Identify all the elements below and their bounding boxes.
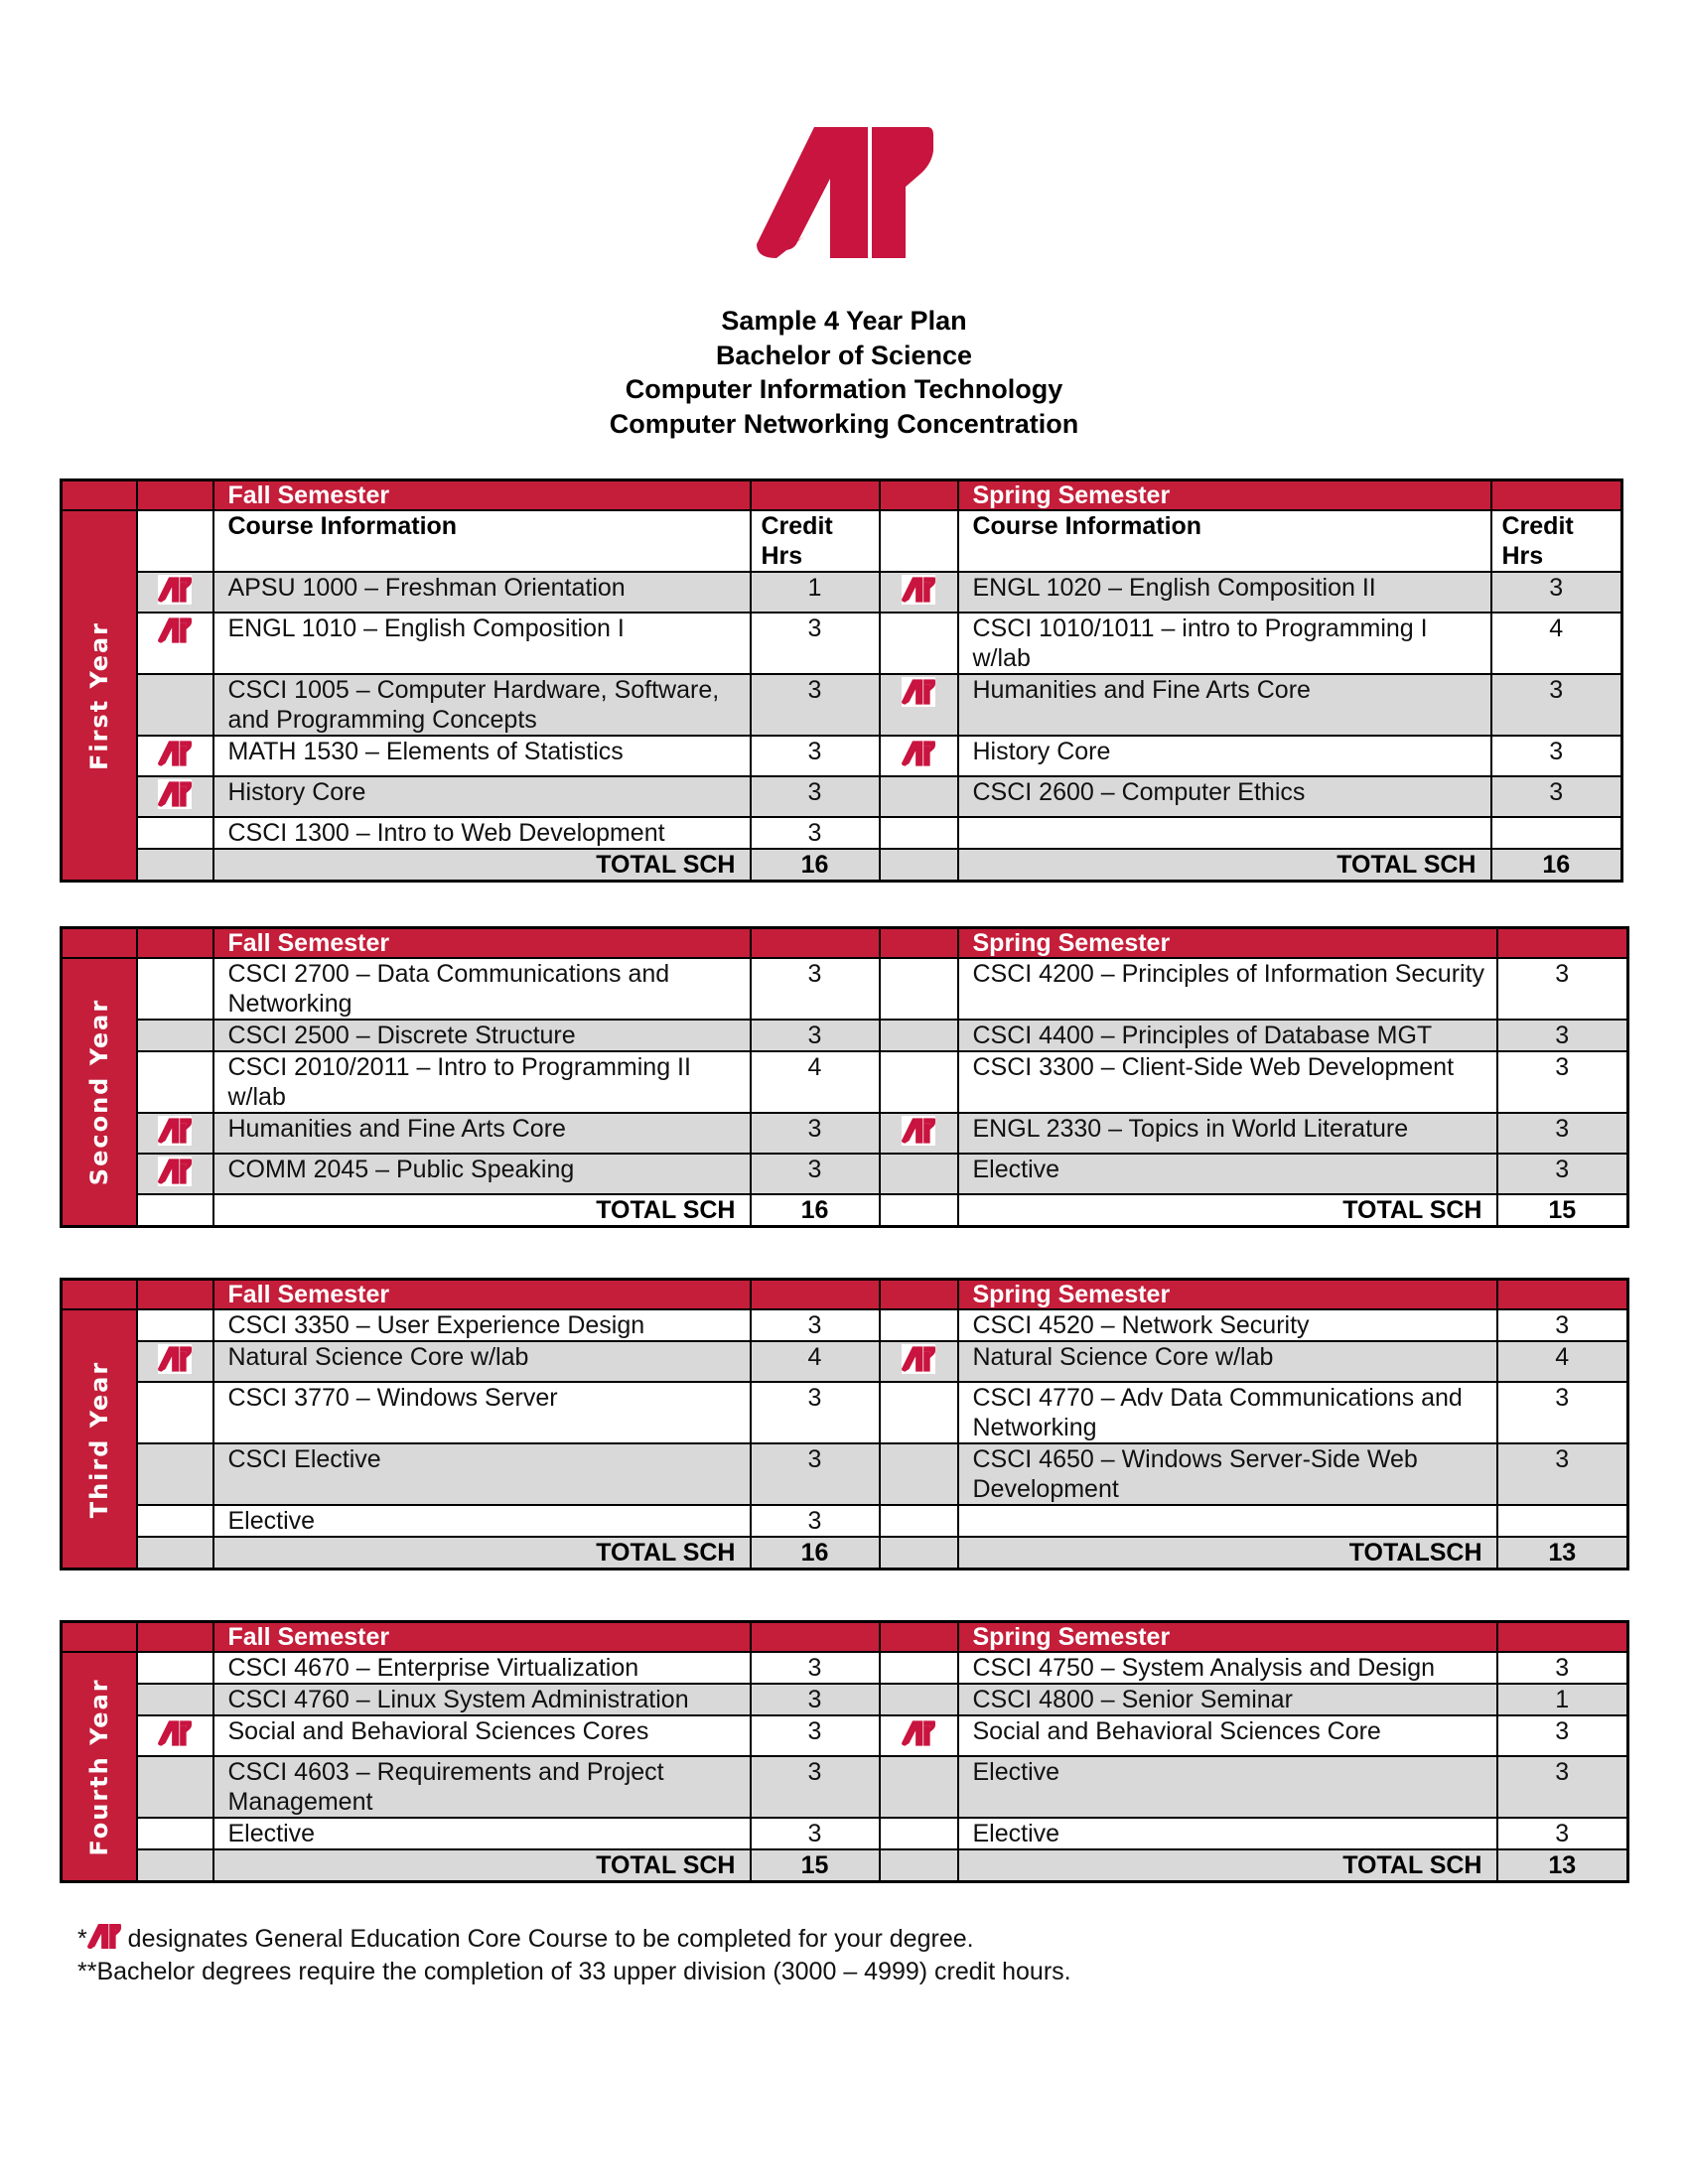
fall-course-name: CSCI 1300 – Intro to Web Development (213, 817, 751, 849)
fall-course-name: CSCI 2700 – Data Communications and Networking (213, 958, 751, 1020)
fall-core-icon-cell (137, 1051, 213, 1113)
fall-semester-header: Fall Semester (213, 1280, 751, 1310)
fall-core-icon-cell (137, 1715, 213, 1756)
year-label-cell (62, 1652, 137, 1882)
header-blank (62, 480, 137, 511)
ap-core-icon (87, 1924, 121, 1954)
column-header-row (62, 510, 1622, 572)
course-row (62, 817, 1622, 849)
spring-course-name: Elective (958, 1756, 1497, 1818)
fall-credit-hours: 3 (751, 776, 880, 817)
title-line-major: Computer Information Technology (625, 374, 1063, 404)
spring-credit-hours: 3 (1491, 736, 1622, 776)
year-label-cell (62, 958, 137, 1227)
fall-course-name: Elective (213, 1818, 751, 1849)
spring-credit-hours: 3 (1491, 776, 1622, 817)
ap-core-icon (158, 1718, 192, 1748)
fall-course-name: ENGL 1010 – English Composition I (213, 613, 751, 674)
icon-cell (880, 849, 958, 882)
fall-course-name: CSCI 4670 – Enterprise Virtualization (213, 1652, 751, 1684)
fall-core-icon-cell (137, 1818, 213, 1849)
course-row (62, 572, 1622, 613)
spring-total-value: 15 (1497, 1194, 1628, 1227)
spring-semester-header: Spring Semester (958, 1622, 1497, 1653)
spring-course-name: History Core (958, 736, 1491, 776)
header-blank (62, 1280, 137, 1310)
fall-total-value: 16 (751, 1194, 880, 1227)
spring-course-name: ENGL 1020 – English Composition II (958, 572, 1491, 613)
course-row (62, 1652, 1628, 1684)
fall-course-name: MATH 1530 – Elements of Statistics (213, 736, 751, 776)
fall-core-icon-cell (137, 1382, 213, 1443)
fall-credit-hours: 3 (751, 1113, 880, 1154)
header-blank (137, 928, 213, 959)
fall-credit-hours: 3 (751, 1382, 880, 1443)
spring-credit-hours: 3 (1497, 1715, 1628, 1756)
header-blank (137, 480, 213, 511)
fall-core-icon-cell (137, 1154, 213, 1194)
ap-core-icon (158, 1116, 192, 1146)
course-row (62, 1443, 1628, 1505)
course-row (62, 674, 1622, 736)
spring-course-name: CSCI 4400 – Principles of Database MGT (958, 1020, 1497, 1051)
fall-total-label: TOTAL SCH (213, 1849, 751, 1882)
fall-core-icon-cell (137, 1309, 213, 1341)
spring-credit-hours: 3 (1497, 1020, 1628, 1051)
header-blank (62, 928, 137, 959)
fall-core-icon-cell (137, 572, 213, 613)
icon-cell (880, 1849, 958, 1882)
icon-cell (137, 1194, 213, 1227)
course-row (62, 1309, 1628, 1341)
spring-course-name: Social and Behavioral Sciences Core (958, 1715, 1497, 1756)
spring-semester-header: Spring Semester (958, 1280, 1497, 1310)
fall-total-value: 15 (751, 1849, 880, 1882)
fall-course-name: Social and Behavioral Sciences Cores (213, 1715, 751, 1756)
year-table-1 (60, 478, 1623, 883)
fall-course-name: CSCI 2500 – Discrete Structure (213, 1020, 751, 1051)
document-title (0, 304, 1688, 441)
spring-course-name: CSCI 4520 – Network Security (958, 1309, 1497, 1341)
spring-core-icon-cell (880, 1715, 958, 1756)
year-label: Third Year (84, 1360, 113, 1518)
spring-core-icon-cell (880, 1818, 958, 1849)
spring-total-label: TOTALSCH (958, 1537, 1497, 1570)
fall-course-name: Elective (213, 1505, 751, 1537)
credit-label: Credit (761, 512, 833, 540)
course-row (62, 1382, 1628, 1443)
credit-label: Credit (1501, 512, 1574, 540)
ap-core-icon (158, 779, 192, 809)
fall-credit-hours: 3 (751, 1684, 880, 1715)
icon-cell (880, 1537, 958, 1570)
title-line-degree: Bachelor of Science (715, 340, 973, 370)
course-row (62, 1715, 1628, 1756)
spring-total-value: 13 (1497, 1537, 1628, 1570)
spring-course-name: CSCI 4200 – Principles of Information Security (958, 958, 1497, 1020)
course-row (62, 1051, 1628, 1113)
spring-credit-hours: 3 (1497, 1382, 1628, 1443)
spring-credit-hours: 3 (1497, 1443, 1628, 1505)
spring-core-icon-cell (880, 1652, 958, 1684)
spring-credit-hours: 3 (1497, 1818, 1628, 1849)
spring-credit-hours: 3 (1497, 1309, 1628, 1341)
fall-credit-hours: 3 (751, 736, 880, 776)
icon-cell (137, 1537, 213, 1570)
spring-course-name: CSCI 3300 – Client-Side Web Development (958, 1051, 1497, 1113)
total-row (62, 1537, 1628, 1570)
fall-semester-header: Fall Semester (213, 480, 751, 511)
ap-core-icon (902, 677, 935, 707)
course-row (62, 1756, 1628, 1818)
year-label-cell (62, 1309, 137, 1570)
spring-credit-hours (1497, 1505, 1628, 1537)
fall-course-name: CSCI 4603 – Requirements and Project Management (213, 1756, 751, 1818)
fall-core-icon-cell (137, 1684, 213, 1715)
header-blank (751, 928, 880, 959)
year-label: Second Year (84, 998, 113, 1186)
spring-core-icon-cell (880, 1756, 958, 1818)
header-blank (137, 1280, 213, 1310)
course-row (62, 1154, 1628, 1194)
fall-course-name: CSCI 2010/2011 – Intro to Programming II w/lab (213, 1051, 751, 1113)
fall-course-name: CSCI 3770 – Windows Server (213, 1382, 751, 1443)
spring-course-name: Elective (958, 1818, 1497, 1849)
fall-core-icon-cell (137, 1505, 213, 1537)
fall-credit-hours: 4 (751, 1051, 880, 1113)
total-row (62, 849, 1622, 882)
fall-credit-hours: 3 (751, 958, 880, 1020)
fall-core-icon-cell (137, 776, 213, 817)
icon-cell (137, 510, 213, 572)
year-label: First Year (84, 620, 113, 770)
header-blank (880, 480, 958, 511)
spring-core-icon-cell (880, 776, 958, 817)
fall-semester-header: Fall Semester (213, 1622, 751, 1653)
spring-credit-hours: 4 (1497, 1341, 1628, 1382)
spring-course-name (958, 817, 1491, 849)
fall-course-name: APSU 1000 – Freshman Orientation (213, 572, 751, 613)
spring-total-label: TOTAL SCH (958, 1194, 1497, 1227)
fall-core-icon-cell (137, 1756, 213, 1818)
fall-core-icon-cell (137, 613, 213, 674)
spring-core-icon-cell (880, 958, 958, 1020)
fall-core-icon-cell (137, 958, 213, 1020)
ap-core-icon (158, 1344, 192, 1374)
title-line-concentration: Computer Networking Concentration (609, 408, 1079, 439)
header-blank (880, 1280, 958, 1310)
spring-core-icon-cell (880, 736, 958, 776)
ap-core-icon (902, 1116, 935, 1146)
fall-course-name: Humanities and Fine Arts Core (213, 1113, 751, 1154)
course-row (62, 613, 1622, 674)
fall-course-name: COMM 2045 – Public Speaking (213, 1154, 751, 1194)
ap-core-icon (902, 739, 935, 768)
semester-header-row (62, 928, 1628, 959)
fall-credit-hours: 3 (751, 674, 880, 736)
header-blank (751, 1622, 880, 1653)
icon-cell (880, 510, 958, 572)
spring-total-label: TOTAL SCH (958, 1849, 1497, 1882)
fall-total-value: 16 (751, 1537, 880, 1570)
spring-credit-hours: 4 (1491, 613, 1622, 674)
semester-header-row (62, 480, 1622, 511)
footnote-asterisk: * (77, 1925, 87, 1954)
ap-core-icon (902, 1718, 935, 1748)
spring-core-icon-cell (880, 572, 958, 613)
icon-cell (880, 1194, 958, 1227)
credit-hrs-header (751, 510, 880, 572)
spring-total-label: TOTAL SCH (958, 849, 1491, 882)
fall-course-name: CSCI 4760 – Linux System Administration (213, 1684, 751, 1715)
year-table-4 (60, 1620, 1629, 1883)
course-row (62, 1818, 1628, 1849)
spring-core-icon-cell (880, 1051, 958, 1113)
apsu-logo (757, 127, 933, 258)
spring-core-icon-cell (880, 1341, 958, 1382)
spring-credit-hours (1491, 817, 1622, 849)
fall-credit-hours: 3 (751, 1715, 880, 1756)
spring-course-name: CSCI 2600 – Computer Ethics (958, 776, 1491, 817)
year-label-cell (62, 510, 137, 882)
fall-credit-hours: 3 (751, 1652, 880, 1684)
fall-total-label: TOTAL SCH (213, 849, 751, 882)
course-info-header: Course Information (213, 510, 751, 572)
fall-credit-hours: 1 (751, 572, 880, 613)
ap-core-icon (158, 575, 192, 605)
fall-credit-hours: 3 (751, 817, 880, 849)
course-info-header: Course Information (958, 510, 1491, 572)
credit-hrs-header (1491, 510, 1622, 572)
course-row (62, 1341, 1628, 1382)
spring-core-icon-cell (880, 1113, 958, 1154)
fall-course-name: Natural Science Core w/lab (213, 1341, 751, 1382)
hrs-label: Hrs (761, 542, 803, 570)
header-blank (880, 1622, 958, 1653)
spring-semester-header: Spring Semester (958, 928, 1497, 959)
fall-credit-hours: 3 (751, 1756, 880, 1818)
icon-cell (137, 849, 213, 882)
course-row (62, 1113, 1628, 1154)
fall-credit-hours: 3 (751, 1443, 880, 1505)
spring-credit-hours: 3 (1497, 1113, 1628, 1154)
fall-credit-hours: 3 (751, 1309, 880, 1341)
spring-course-name: CSCI 4770 – Adv Data Communications and Networking (958, 1382, 1497, 1443)
header-blank (1491, 480, 1622, 511)
header-blank (751, 1280, 880, 1310)
header-blank (751, 480, 880, 511)
year-table-2 (60, 926, 1629, 1228)
fall-course-name: CSCI Elective (213, 1443, 751, 1505)
spring-credit-hours: 3 (1497, 1756, 1628, 1818)
spring-credit-hours: 3 (1491, 572, 1622, 613)
ap-core-icon (158, 1157, 192, 1186)
spring-credit-hours: 3 (1497, 958, 1628, 1020)
fall-core-icon-cell (137, 736, 213, 776)
spring-course-name: CSCI 4800 – Senior Seminar (958, 1684, 1497, 1715)
ap-core-icon (158, 739, 192, 768)
header-blank (880, 928, 958, 959)
fall-course-name: CSCI 3350 – User Experience Design (213, 1309, 751, 1341)
spring-core-icon-cell (880, 1154, 958, 1194)
fall-core-icon-cell (137, 1443, 213, 1505)
year-table-3 (60, 1278, 1629, 1570)
fall-core-icon-cell (137, 1341, 213, 1382)
header-blank (62, 1622, 137, 1653)
spring-course-name: CSCI 4650 – Windows Server-Side Web Development (958, 1443, 1497, 1505)
header-blank (1497, 928, 1628, 959)
header-blank (137, 1622, 213, 1653)
fall-total-value: 16 (751, 849, 880, 882)
hrs-label: Hrs (1501, 542, 1544, 570)
fall-credit-hours: 3 (751, 1505, 880, 1537)
course-row (62, 1020, 1628, 1051)
spring-core-icon-cell (880, 1443, 958, 1505)
spring-course-name: Humanities and Fine Arts Core (958, 674, 1491, 736)
course-row (62, 958, 1628, 1020)
footnote-upper-division: **Bachelor degrees require the completion of 33 upper division (3000 – 4999) credit hours. (77, 1958, 1071, 1985)
fall-credit-hours: 3 (751, 1818, 880, 1849)
spring-core-icon-cell (880, 674, 958, 736)
spring-credit-hours: 3 (1497, 1652, 1628, 1684)
fall-core-icon-cell (137, 1020, 213, 1051)
header-blank (1497, 1622, 1628, 1653)
spring-credit-hours: 1 (1497, 1684, 1628, 1715)
spring-course-name (958, 1505, 1497, 1537)
spring-course-name: CSCI 4750 – System Analysis and Design (958, 1652, 1497, 1684)
fall-total-label: TOTAL SCH (213, 1537, 751, 1570)
spring-core-icon-cell (880, 1309, 958, 1341)
course-row (62, 736, 1622, 776)
spring-credit-hours: 3 (1497, 1154, 1628, 1194)
spring-course-name: Natural Science Core w/lab (958, 1341, 1497, 1382)
fall-credit-hours: 3 (751, 613, 880, 674)
fall-credit-hours: 3 (751, 1154, 880, 1194)
fall-course-name: CSCI 1005 – Computer Hardware, Software, and Programming Concepts (213, 674, 751, 736)
fall-core-icon-cell (137, 1113, 213, 1154)
ap-core-icon (902, 575, 935, 605)
semester-header-row (62, 1622, 1628, 1653)
footnote-core-text: designates General Education Core Course to be completed for your degree. (120, 1925, 974, 1954)
fall-credit-hours: 3 (751, 1020, 880, 1051)
spring-core-icon-cell (880, 817, 958, 849)
fall-semester-header: Fall Semester (213, 928, 751, 959)
spring-total-value: 13 (1497, 1849, 1628, 1882)
ap-core-icon (902, 1344, 935, 1374)
fall-core-icon-cell (137, 817, 213, 849)
spring-core-icon-cell (880, 613, 958, 674)
spring-core-icon-cell (880, 1020, 958, 1051)
spring-credit-hours: 3 (1497, 1051, 1628, 1113)
title-line-plan: Sample 4 Year Plan (721, 306, 967, 336)
year-label: Fourth Year (84, 1677, 113, 1856)
fall-core-icon-cell (137, 1652, 213, 1684)
fall-core-icon-cell (137, 674, 213, 736)
total-row (62, 1849, 1628, 1882)
fall-course-name: History Core (213, 776, 751, 817)
total-row (62, 1194, 1628, 1227)
spring-core-icon-cell (880, 1684, 958, 1715)
ap-logo-icon (757, 127, 933, 258)
course-row (62, 1505, 1628, 1537)
icon-cell (137, 1849, 213, 1882)
spring-semester-header: Spring Semester (958, 480, 1491, 511)
spring-course-name: ENGL 2330 – Topics in World Literature (958, 1113, 1497, 1154)
footnote-core (77, 1924, 974, 1954)
fall-total-label: TOTAL SCH (213, 1194, 751, 1227)
spring-total-value: 16 (1491, 849, 1622, 882)
spring-core-icon-cell (880, 1382, 958, 1443)
course-row (62, 776, 1622, 817)
spring-core-icon-cell (880, 1505, 958, 1537)
header-blank (1497, 1280, 1628, 1310)
ap-core-icon (158, 615, 192, 645)
spring-course-name: Elective (958, 1154, 1497, 1194)
fall-credit-hours: 4 (751, 1341, 880, 1382)
spring-credit-hours: 3 (1491, 674, 1622, 736)
spring-course-name: CSCI 1010/1011 – intro to Programming I w/lab (958, 613, 1491, 674)
course-row (62, 1684, 1628, 1715)
semester-header-row (62, 1280, 1628, 1310)
